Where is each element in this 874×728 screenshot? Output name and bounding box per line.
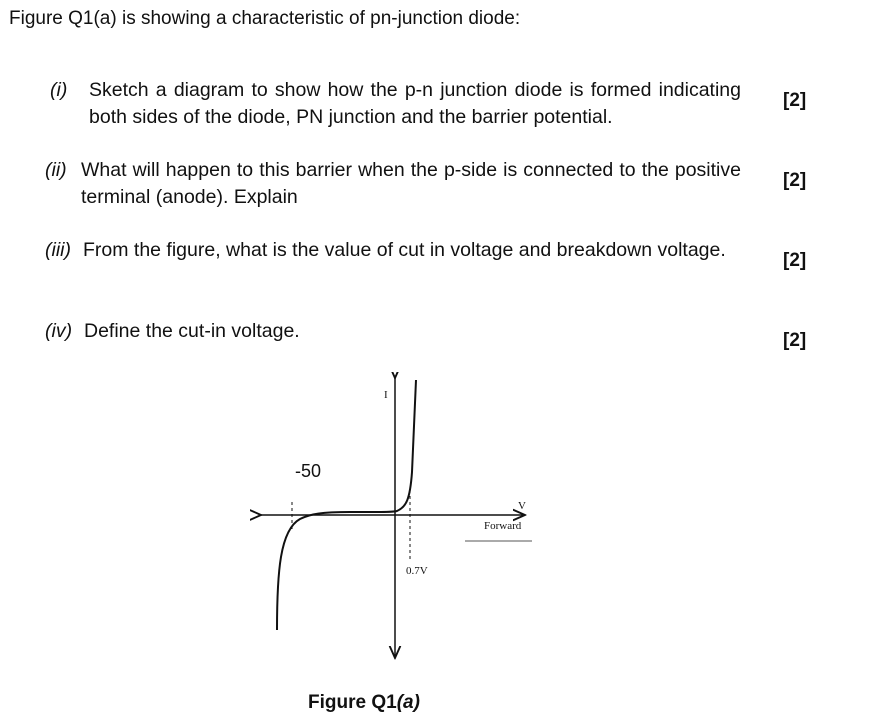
forward-label: Forward [484, 520, 522, 532]
question-text: Define the cut-in voltage. [84, 320, 300, 342]
caption-italic: (a) [396, 692, 420, 713]
marks-i: [2] [783, 90, 807, 111]
intro-text: Figure Q1(a) is showing a characteristic of pn-junction diode: [9, 8, 521, 29]
question-number: (iii) [45, 239, 71, 261]
y-axis-label: I [384, 389, 388, 401]
question-number: (iv) [45, 320, 73, 342]
figure-caption [308, 692, 420, 714]
question-text: Sketch a diagram to show how the p-n junction diode is formed indicating both sides of the diode, PN junction and the barrier potential. [89, 79, 741, 128]
x-axis-label: V [518, 500, 526, 512]
caption-main: Figure Q1 [308, 692, 397, 713]
cutin-label: 0.7V [406, 565, 428, 577]
question-number: (i) [50, 79, 68, 101]
marks-iii: [2] [783, 250, 807, 271]
marks-ii: [2] [783, 170, 807, 191]
question-number: (ii) [45, 159, 67, 181]
diode-iv-figure [250, 372, 550, 667]
question-text: From the figure, what is the value of cut in voltage and breakdown voltage. [83, 239, 726, 261]
question-text: What will happen to this barrier when the p-side is connected to the positive terminal (anode). Explain [81, 159, 741, 208]
breakdown-label: -50 [295, 461, 322, 481]
marks-iv: [2] [783, 330, 807, 351]
